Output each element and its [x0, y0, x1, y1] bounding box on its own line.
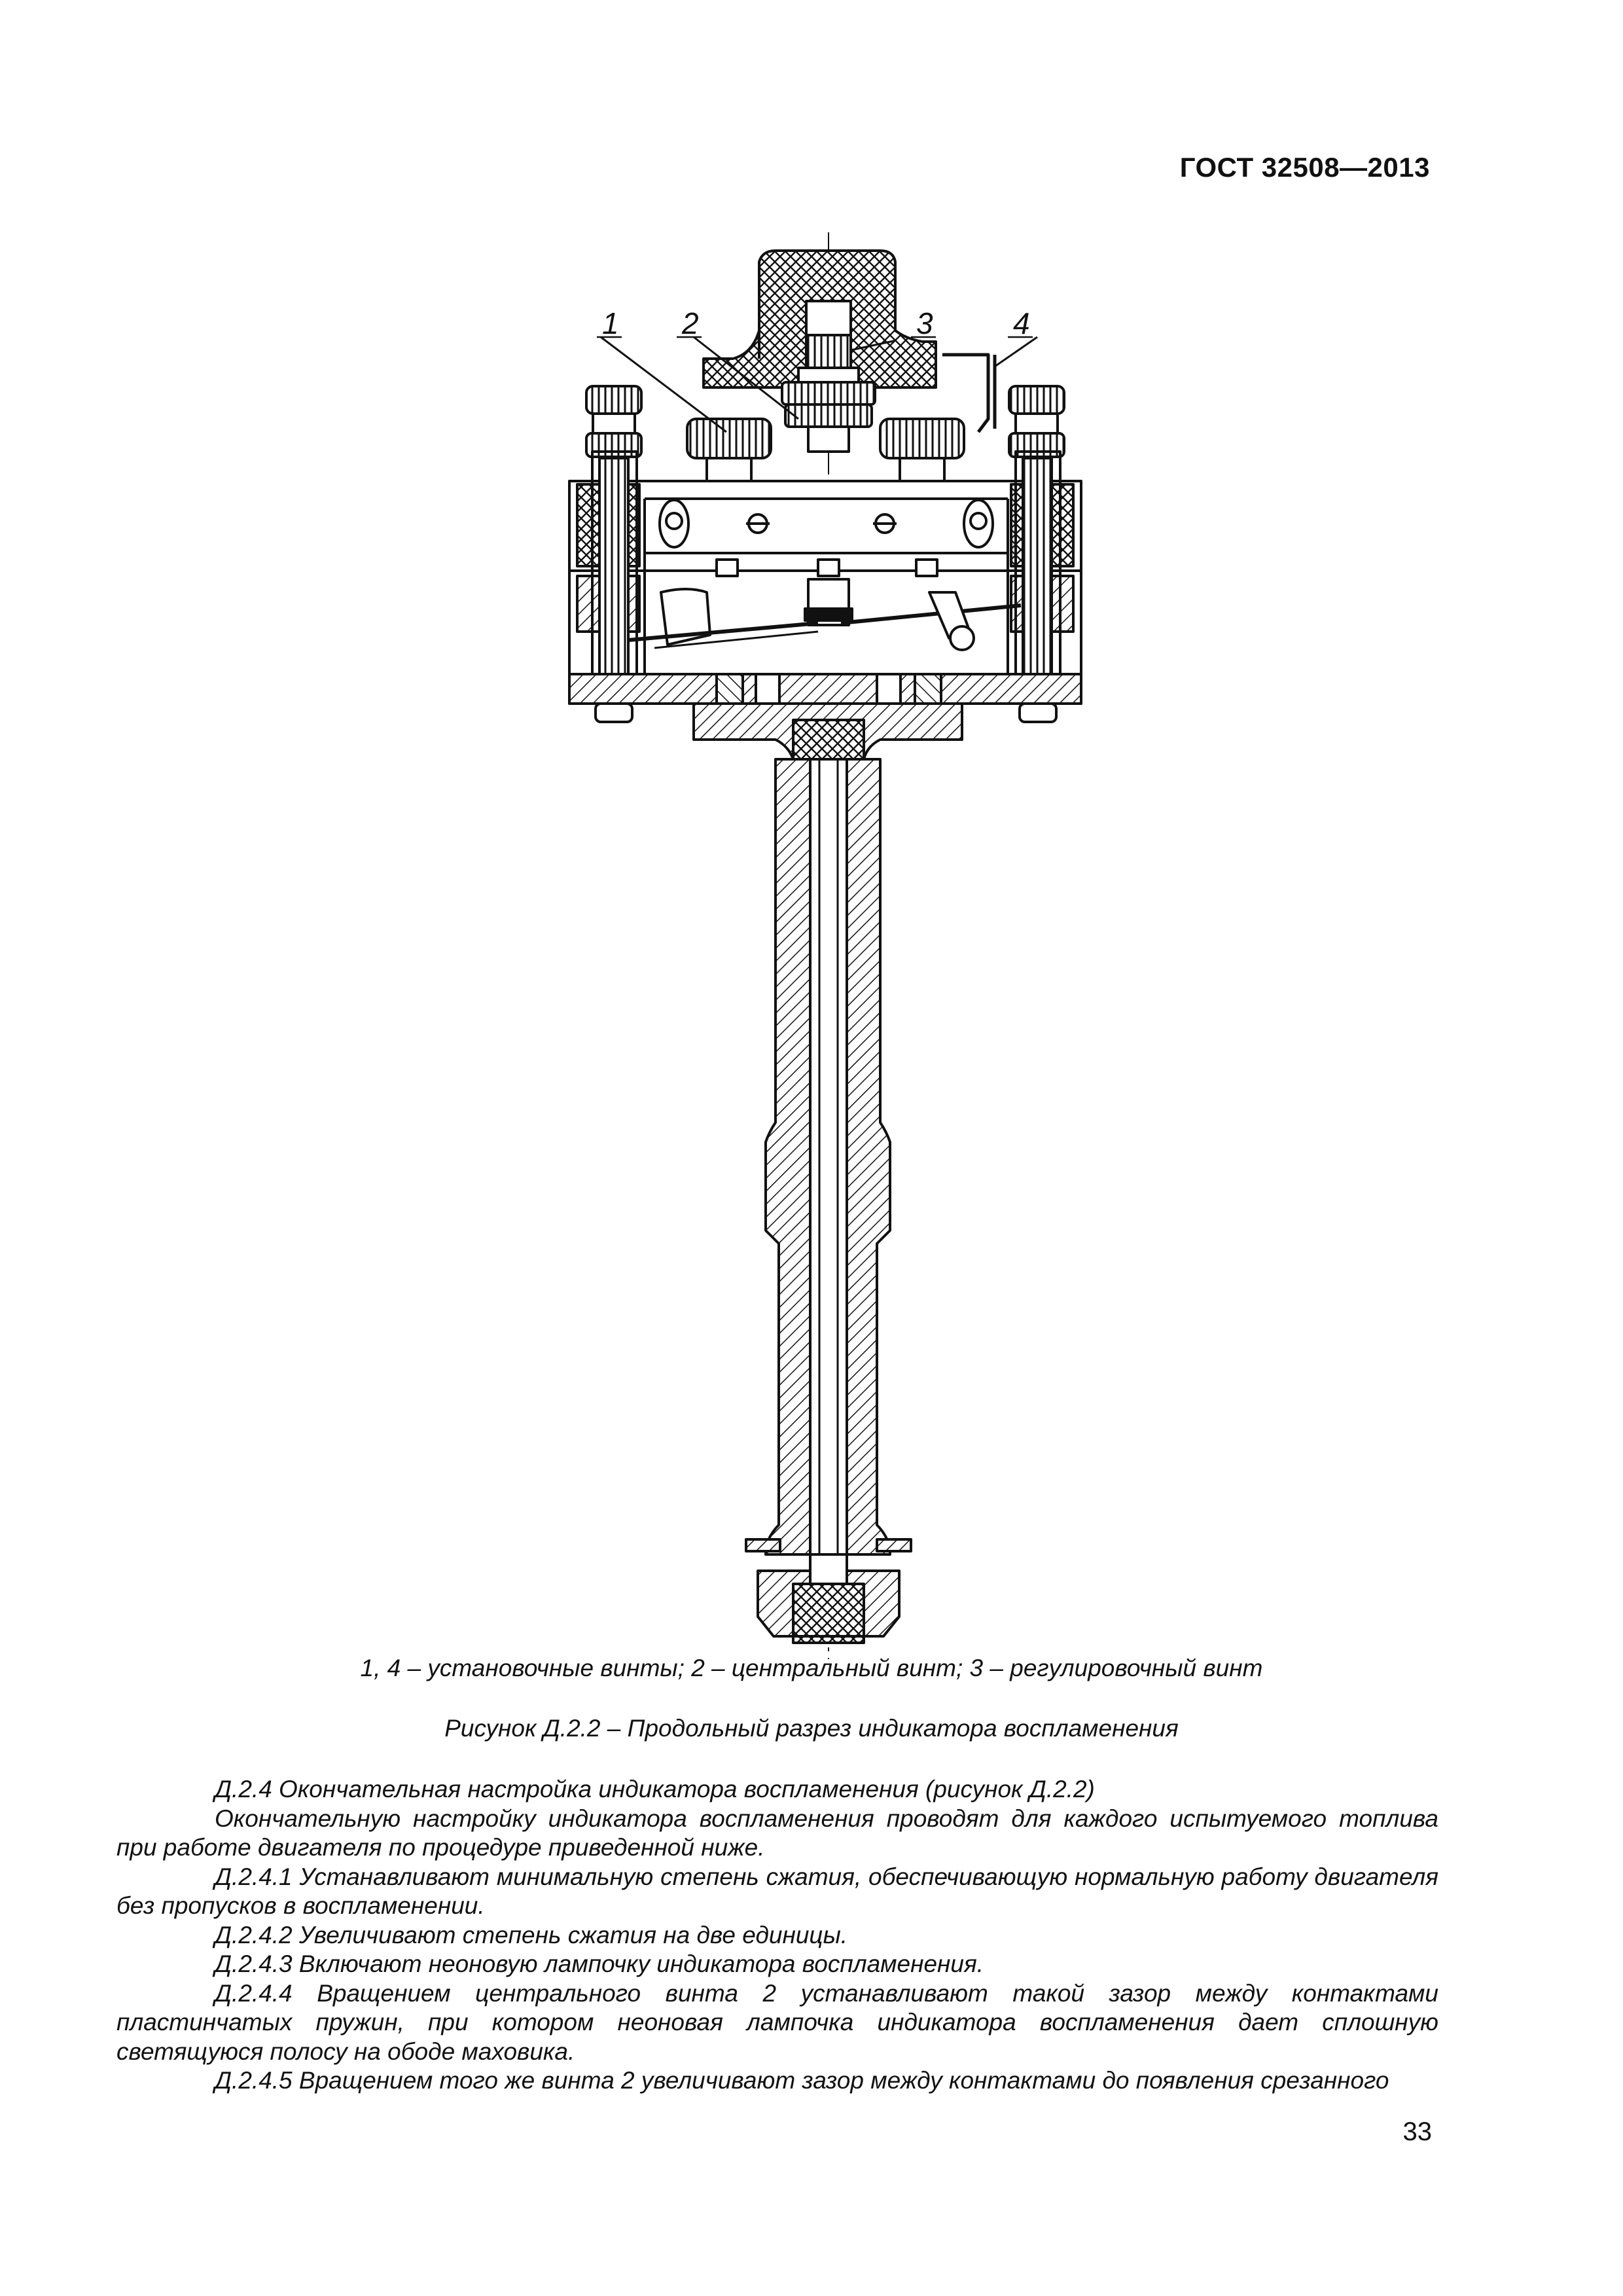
paragraph: Д.2.4.3 Включают неоновую лампочку индикатора воспламенения. — [215, 1950, 984, 1977]
callout-3: 3 — [916, 306, 933, 340]
paragraph: Д.2.4.4 Вращением центрального винта 2 устанавливают такой зазор между контактами пластинчатых пружин, при котором неоновая лампочка индикатора воспламенения дает сплошную светящуюся полосу на ободе маховика. — [116, 1979, 1438, 2065]
document-code: ГОСТ 32508—2013 — [1179, 152, 1430, 183]
body-text — [116, 1775, 1438, 2096]
shank-right — [847, 759, 890, 1554]
figure-caption: Рисунок Д.2.2 – Продольный разрез индикатора воспламенения — [444, 1715, 1179, 1742]
page-number: 33 — [1402, 2117, 1432, 2146]
callout-2: 2 — [682, 306, 699, 340]
callout-4: 4 — [1013, 306, 1030, 340]
callout-1: 1 — [602, 306, 619, 340]
figure-legend: 1, 4 – установочные винты; 2 – центральный винт; 3 – регулировочный винт — [360, 1655, 1263, 1681]
paragraph: Д.2.4.5 Вращением того же винта 2 увеличивают зазор между контактами до появления срезанного — [215, 2067, 1389, 2094]
paragraph: Окончательную настройку индикатора воспламенения проводят для каждого испытуемого топлива при работе двигателя по процедуре приведенной ниже. — [116, 1804, 1438, 1861]
paragraph: Д.2.4.1 Устанавливают минимальную степень сжатия, обеспечивающую нормальную работу двигателя без пропусков в воспламенении. — [116, 1863, 1438, 1919]
paragraph: Д.2.4.2 Увеличивают степень сжатия на две единицы. — [215, 1921, 848, 1948]
section-heading: Д.2.4 Окончательная настройка индикатора воспламенения (рисунок Д.2.2) — [215, 1776, 1095, 1803]
shank-left — [766, 759, 810, 1554]
